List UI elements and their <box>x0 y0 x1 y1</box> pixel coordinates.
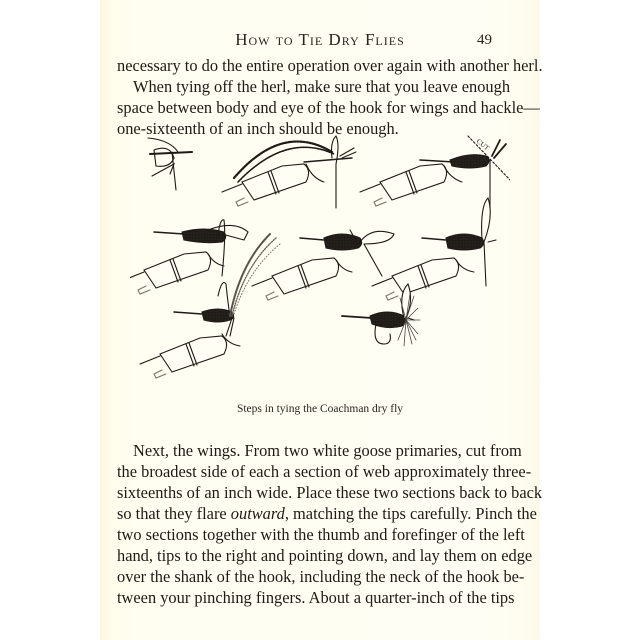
emphasized-word: outward <box>230 504 285 523</box>
text-run: , matching the tips carefully. Pinch the <box>284 504 537 523</box>
fly-tying-illustration <box>130 128 510 390</box>
step-3-drawing <box>360 136 510 208</box>
text-line <box>117 503 537 524</box>
step-7-drawing <box>140 234 280 378</box>
text-line: space between body and eye of the hook for wings and hackle— <box>117 98 540 117</box>
text-line: over the shank of the hook, including the neck of the hook be- <box>117 567 525 586</box>
text-line: the broadest side of each a section of web approximately three- <box>117 462 532 481</box>
figure-caption: Steps in tying the Coachman dry fly <box>236 403 404 415</box>
step-4-drawing <box>130 220 248 294</box>
bottom-paragraph-text <box>117 440 543 608</box>
page-number: 49 <box>477 32 492 48</box>
text-line: Next, the wings. From two white goose primaries, cut from <box>133 441 522 460</box>
text-line: necessary to do the entire operation over again with another herl. <box>117 56 543 75</box>
text-line: one-sixteenth of an inch should be enough. <box>117 119 399 138</box>
running-title: How to Tie Dry Flies <box>235 30 405 49</box>
text-line: hand, tips to the right and pointing down, and lay them on edge <box>117 546 533 565</box>
step-2-drawing <box>222 136 356 208</box>
text-line: tween your pinching fingers. About a quarter-inch of the tips <box>117 588 515 607</box>
text-line: When tying off the herl, make sure that you leave enough <box>133 77 511 96</box>
text-line: sixteenths of an inch wide. Place these two sections back to back <box>117 483 543 502</box>
text-line: two sections together with the thumb and forefinger of the left <box>117 525 525 544</box>
step-1-drawing <box>148 138 192 190</box>
top-paragraph-text <box>117 55 543 139</box>
svg-text:CUT: CUT <box>474 137 491 153</box>
text-run: so that they flare <box>117 504 231 523</box>
running-head <box>100 30 540 50</box>
step-6-drawing <box>372 198 496 300</box>
step-8-finished-fly <box>342 284 420 346</box>
book-page <box>100 0 543 640</box>
